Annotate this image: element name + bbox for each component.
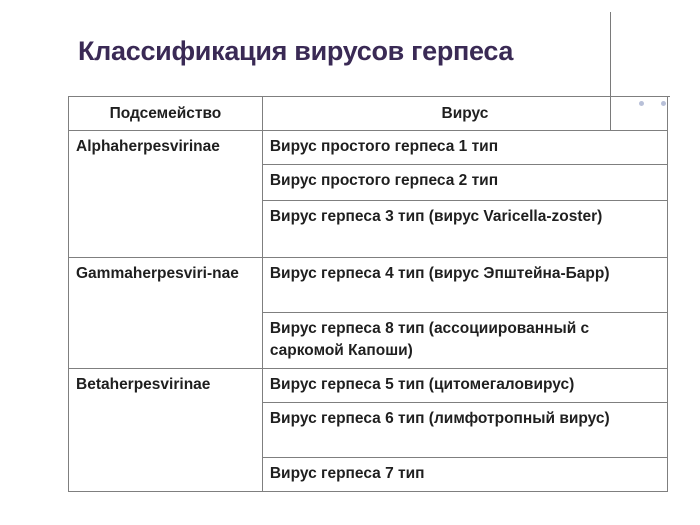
table-row (69, 369, 668, 403)
virus-cell: Вирус герпеса 3 тип (вирус Varicella-zoster) (262, 201, 667, 258)
header-virus: Вирус (262, 97, 667, 131)
table-header-row (69, 97, 668, 131)
subfamily-cell-gamma: Gammaherpesviri-nae (69, 258, 263, 369)
virus-cell: Вирус простого герпеса 2 тип (262, 165, 667, 201)
virus-cell: Вирус герпеса 4 тип (вирус Эпштейна-Барр) (262, 258, 667, 313)
virus-cell: Вирус герпеса 8 тип (ассоциированный с саркомой Капоши) (262, 313, 667, 369)
subfamily-cell-beta: Betaherpesvirinae (69, 369, 263, 492)
virus-cell: Вирус герпеса 5 тип (цитомегаловирус) (262, 369, 667, 403)
virus-cell: Вирус простого герпеса 1 тип (262, 131, 667, 165)
virus-cell: Вирус герпеса 6 тип (лимфотропный вирус) (262, 403, 667, 458)
slide-title: Классификация вирусов герпеса (78, 36, 514, 66)
herpes-classification-table (68, 96, 668, 492)
table-row (69, 258, 668, 313)
header-subfamily: Подсемейство (69, 97, 263, 131)
subfamily-cell-alpha: Alphaherpesvirinae (69, 131, 263, 258)
table-row (69, 131, 668, 165)
virus-cell: Вирус герпеса 7 тип (262, 458, 667, 492)
